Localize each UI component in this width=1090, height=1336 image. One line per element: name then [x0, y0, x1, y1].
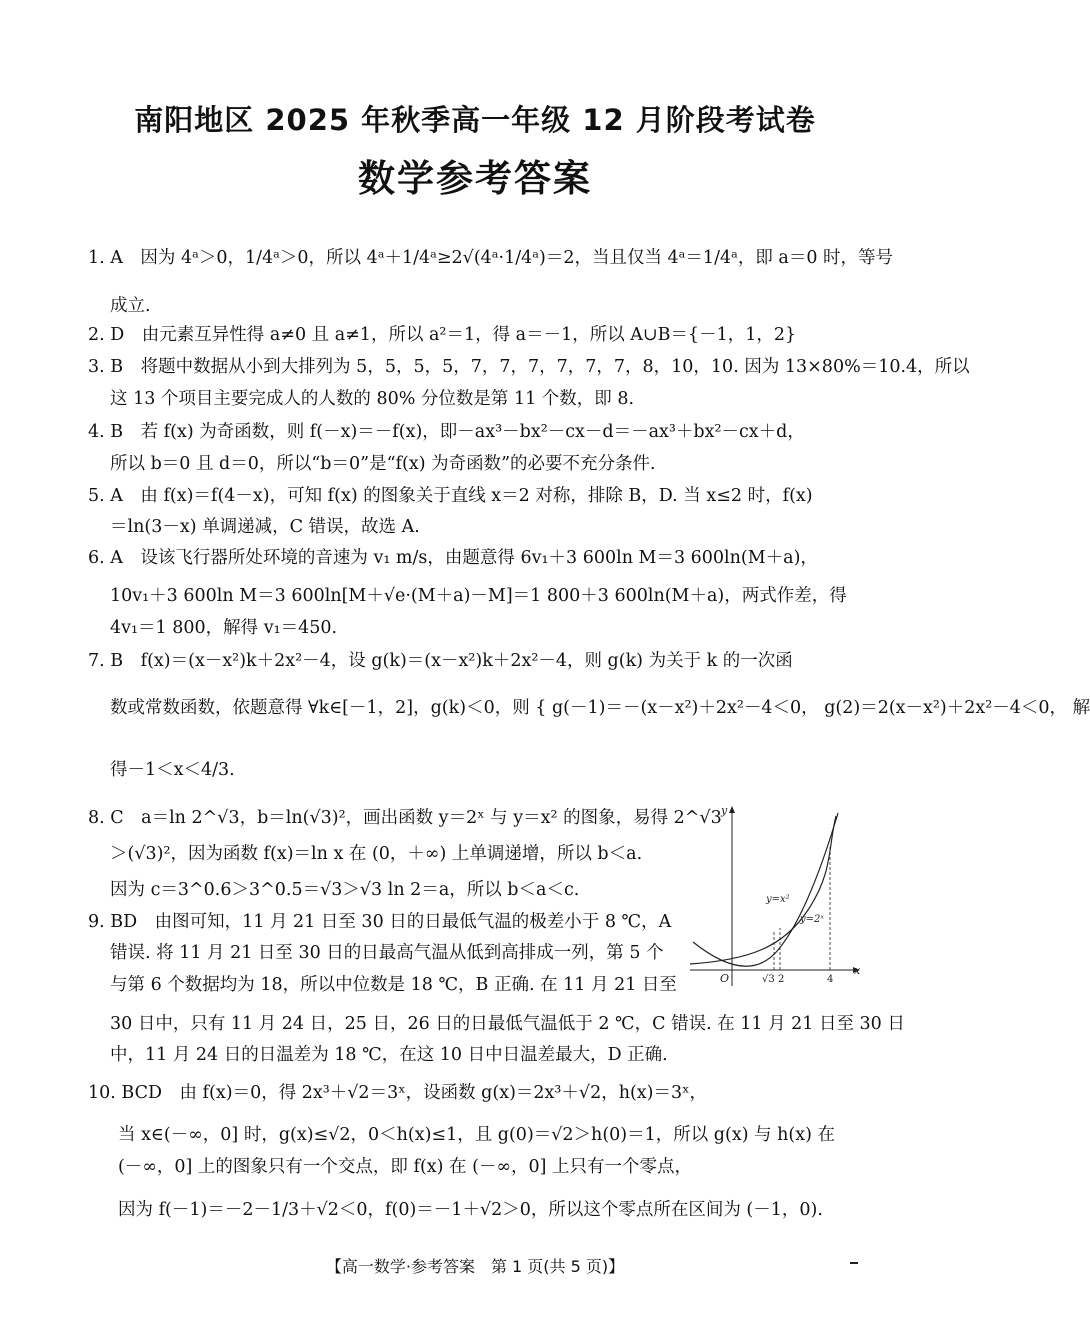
answer-line: 这 13 个项目主要完成人的人数的 80% 分位数是第 11 个数，即 8. [110, 389, 635, 409]
answer-line: ＞(√3)²，因为函数 f(x)＝ln x 在 (0，＋∞) 上单调递增，所以 b＜a. [110, 844, 643, 864]
answer-line: 7. B f(x)＝(x－x²)k＋2x²－4，设 g(k)＝(x－x²)k＋2x²－4，则 g(k) 为关于 k 的一次函 [88, 651, 793, 671]
corner-mark [850, 1262, 858, 1264]
answer-line: 10. BCD 由 f(x)＝0，得 2x³＋√2＝3ˣ，设函数 g(x)＝2x³＋√2，h(x)＝3ˣ， [88, 1083, 708, 1103]
answer-line: 5. A 由 f(x)＝f(4－x)，可知 f(x) 的图象关于直线 x＝2 对称，排除 B，D. 当 x≤2 时，f(x) [88, 486, 813, 506]
answer-line: 所以 b＝0 且 d＝0，所以“b＝0”是“f(x) 为奇函数”的必要不充分条件. [110, 454, 656, 474]
tick-sqrt3: √3 [762, 974, 775, 985]
y-axis-label: y [721, 804, 728, 817]
answer-line: 30 日中，只有 11 月 24 日，25 日，26 日的日最低气温低于 2 ℃，C 错误. 在 11 月 21 日至 30 日 [110, 1014, 905, 1034]
page-title: 南阳地区 2025 年秋季高一年级 12 月阶段考试卷 [134, 103, 816, 137]
curve2-label: y=2ˣ [800, 914, 824, 925]
answer-line: 当 x∈(－∞，0] 时，g(x)≤√2，0＜h(x)≤1，且 g(0)＝√2＞h(0)＝1，所以 g(x) 与 h(x) 在 [118, 1125, 836, 1145]
answer-line: 1. A 因为 4ᵃ＞0，1/4ᵃ＞0，所以 4ᵃ＋1/4ᵃ≥2√(4ᵃ·1/4ᵃ)＝2，当且仅当 4ᵃ＝1/4ᵃ，即 a＝0 时，等号 [88, 248, 894, 268]
function-graph [688, 798, 866, 988]
answer-line: ＝ln(3－x) 单调递减，C 错误，故选 A. [110, 517, 420, 537]
page-footer: 【高一数学·参考答案 第 1 页(共 5 页)】 [325, 1257, 625, 1276]
answer-line: 6. A 设该飞行器所处环境的音速为 v₁ m/s，由题意得 6v₁＋3 600ln M＝3 600ln(M＋a)， [88, 548, 818, 568]
y-axis-arrow [729, 806, 735, 813]
answer-line: 因为 c＝3^0.6＞3^0.5＝√3＞√3 ln 2＝a，所以 b＜a＜c. [110, 880, 580, 900]
answer-line: 9. BD 由图可知，11 月 21 日至 30 日的日最低气温的极差小于 8 ℃，A [88, 912, 672, 932]
tick-2: 2 [778, 974, 785, 985]
answer-line: 中，11 月 24 日的日温差为 18 ℃，在这 10 日中日温差最大，D 正确. [110, 1045, 668, 1065]
answer-line: 4v₁＝1 800，解得 v₁＝450. [110, 618, 338, 638]
origin-label: O [720, 972, 730, 985]
page-subtitle: 数学参考答案 [358, 157, 592, 200]
answer-line: 8. C a＝ln 2^√3，b＝ln(√3)²，画出函数 y＝2ˣ 与 y＝x² 的图象，易得 2^√3 [88, 808, 722, 828]
answer-line: (－∞，0] 上的图象只有一个交点，即 f(x) 在 (－∞，0] 上只有一个零点， [118, 1157, 693, 1177]
answer-line: 得－1＜x＜4/3. [110, 760, 235, 780]
x-axis-label: x [854, 964, 861, 977]
answer-line: 与第 6 个数据均为 18，所以中位数是 18 ℃，B 正确. 在 11 月 21 日至 [110, 975, 677, 995]
answer-line: 4. B 若 f(x) 为奇函数，则 f(－x)＝－f(x)，即－ax³－bx²－cx－d＝－ax³＋bx²－cx＋d， [88, 422, 805, 442]
curve1-label: y=x² [766, 894, 790, 905]
answer-line: 错误. 将 11 月 21 日至 30 日的日最高气温从低到高排成一列，第 5 个 [110, 943, 664, 963]
answer-line: 3. B 将题中数据从小到大排列为 5，5，5，5，7，7，7，7，7，7，8，10，10. 因为 13×80%＝10.4，所以 [88, 357, 970, 377]
answer-line: 因为 f(－1)＝－2－1/3＋√2＜0，f(0)＝－1＋√2＞0，所以这个零点所在区间为 (－1，0). [118, 1200, 823, 1220]
curve-x-squared [693, 813, 838, 966]
answer-line: 2. D 由元素互异性得 a≠0 且 a≠1，所以 a²＝1，得 a＝－1，所以 A∪B＝{－1，1，2} [88, 325, 797, 345]
tick-4: 4 [827, 974, 834, 985]
answer-line: 数或常数函数，依题意得 ∀k∈[－1，2]，g(k)＜0，则 { g(－1)＝－(x－x²)＋2x²－4＜0， g(2)＝2(x－x²)＋2x²－4＜0， 解 [110, 698, 1090, 718]
answer-line: 成立. [110, 296, 151, 316]
answer-line: 10v₁＋3 600ln M＝3 600ln[M＋√e·(M＋a)－M]＝1 800＋3 600ln(M＋a)，两式作差，得 [110, 586, 847, 606]
curve-2-power-x [690, 816, 836, 964]
